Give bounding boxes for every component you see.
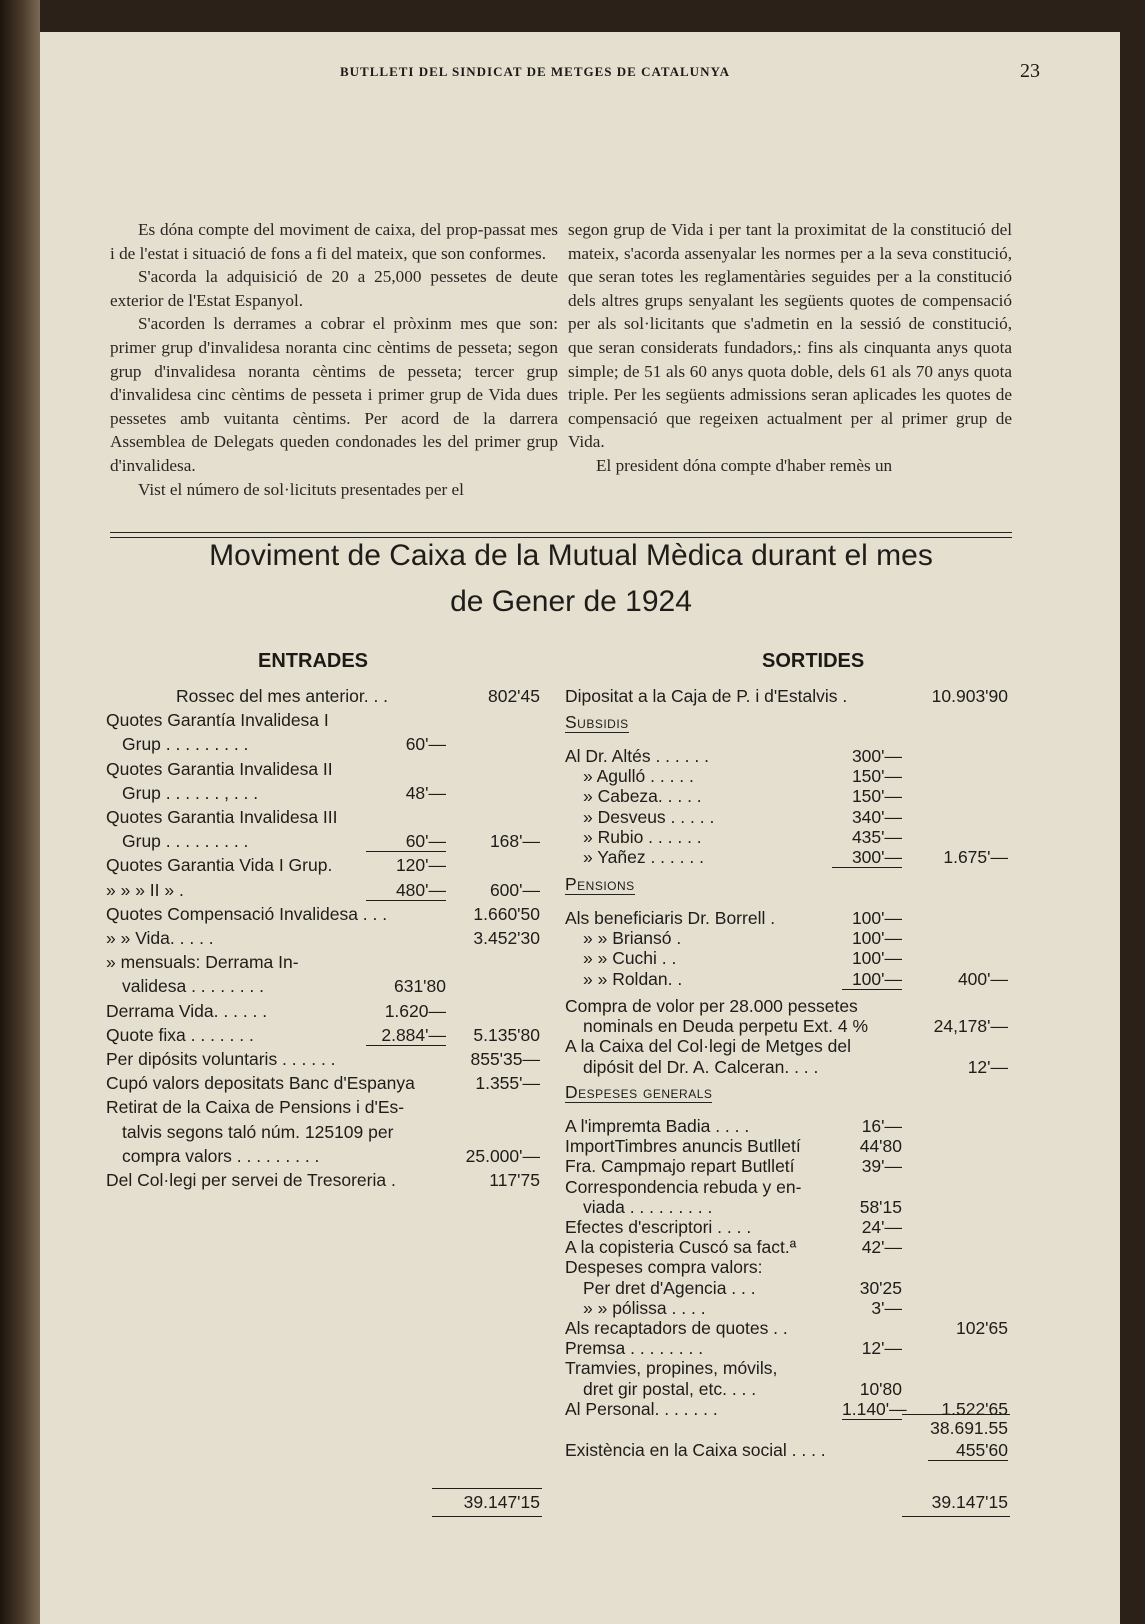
entrades-heading: ENTRADES [258,650,369,672]
sortida-amount: 150'— [851,766,902,787]
sortida-amount: 12'— [861,1338,902,1359]
sortida-amount: 3'— [871,1297,902,1318]
entrada-label: Quotes Compensació Invalidesa . . . [106,903,388,924]
entrada-label: compra valors . . . . . . . . . [122,1145,320,1166]
sortida-subtotal: 24,178'— [933,1016,1008,1037]
entrada-amount: 2.884'— [366,1025,446,1046]
entrada-subtotal: 1.660'50 [473,903,540,924]
entrada-amount: 48'— [405,782,446,803]
sortida-label: Fra. Campmajo repart Butlletí [565,1156,795,1177]
page-number: 23 [1020,60,1040,82]
sortida-label: » Desveus . . . . . [583,806,715,827]
entrada-subtotal: 5.135'80 [473,1024,540,1045]
sortida-amount: 150'— [851,786,902,807]
section-title-line2: de Gener de 1924 [450,585,692,618]
subtotal-rule [902,1414,1010,1415]
sortida-label: » Cabeza. . . . . [583,786,702,807]
paragraph: S'acorda la adquisició de 20 a 25,000 pessetes de deute exterior de l'Estat Espanyol. [110,267,558,310]
sortida-label: dipósit del Dr. A. Calceran. . . . [583,1056,819,1077]
sortida-label: ImportTimbres anuncis Butlletí [565,1136,801,1157]
sortida-amount: 100'— [842,969,902,990]
entrada-label: talvis segons taló núm. 125109 per [122,1121,394,1142]
sortida-label: dret gir postal, etc. . . . [583,1378,757,1399]
sortida-label: » » pólissa . . . . [583,1297,706,1318]
section-title-line1: Moviment de Caixa de la Mutual Mèdica durant el mes [209,539,933,572]
sortida-amount: 30'25 [859,1277,902,1298]
entrada-label: Cupó valors depositats Banc d'Espanya [106,1073,415,1094]
book-spine [0,0,40,1624]
entrada-subtotal: 802'45 [487,686,540,706]
sortida-label: Premsa . . . . . . . . [565,1338,704,1359]
paragraph: S'acorden ls derrames a cobrar el pròxinm mes que son: primer grup d'invalidesa noranta cinc cèntims de pesseta; segon grup d'invalidesa noranta cèntims de pesseta; tercer grup d'invalidesa cinc cèntims de pesseta i primer grup de Vida dues pessetes amb vuitanta cèntims. Per acord de la darrera Assemblea de Delegats queden condonades les del primer grup d'invalidesa. [110,314,558,475]
sortida-label: » » Cuchi . . [583,948,677,969]
entrada-label: Retirat de la Caixa de Pensions i d'Es- [106,1097,405,1118]
sortida-label: » » Roldan. . [583,968,683,989]
running-header: BUTLLETI DEL SINDICAT DE METGES DE CATALUNYA [340,64,731,79]
entrada-label: Quote fixa . . . . . . . [106,1024,254,1045]
entrada-subtotal: 3.452'30 [473,928,540,948]
sortida-subtotal: 1.522'65 [941,1398,1008,1419]
sortida-subtotal: 102'65 [955,1318,1008,1338]
total-rule [432,1516,542,1517]
text-column-right [568,218,1012,478]
sortida-amount: 39'— [861,1156,902,1177]
sortida-label: Dipositat a la Caja de P. i d'Estalvis . [565,686,848,706]
entrada-subtotal: 855'35— [470,1049,540,1069]
entrada-label: Del Col·legi per servei de Tresoreria . [106,1170,396,1190]
entrades-total: 39.147'15 [463,1492,540,1512]
entrada-label: » » Vida. . . . . [106,928,214,948]
sortida-amount: 300'— [832,847,902,868]
paragraph: Vist el número de sol·licituts presentades per el [138,479,464,499]
page [40,32,1120,1624]
sortida-label: Compra de volor per 28.000 pessetes [565,996,858,1016]
entrada-subtotal: 168'— [489,831,540,852]
entrada-amount: 120'— [395,855,446,876]
sortida-label: Al Dr. Altés . . . . . . [565,746,709,766]
sortida-label: Al Personal. . . . . . . [565,1398,718,1419]
entrada-subtotal: 1.355'— [475,1073,540,1094]
entrada-label: Quotes Garantia Invalidesa III [106,807,338,827]
sortida-label: » Yañez . . . . . . [583,847,704,867]
sortides-subtotal: 38.691.55 [930,1418,1008,1438]
sortida-amount: 100'— [851,908,902,928]
sortida-label: Existència en la Caixa social . . . . [565,1440,826,1460]
sortida-amount: 100'— [851,948,902,969]
entrada-label: Grup . . . . . . . . . [122,831,249,852]
entrada-label: » mensuals: Derrama In- [106,952,299,973]
entrada-label: Grup . . . . . . , . . . [122,782,259,803]
despeses-heading: Despeses generals [565,1082,713,1102]
sortida-amount: 58'15 [859,1196,902,1217]
sortida-label: Despeses compra valors: [565,1257,763,1278]
sortida-label: » Rubio . . . . . . [583,826,702,847]
entrada-label: Derrama Vida. . . . . . [106,1000,268,1021]
entrada-subtotal: 25.000'— [465,1145,540,1166]
paragraph: segon grup de Vida i per tant la proximitat de la constitució del mateix, s'acorda assenyalar les normes per a la seva constitució, que seran totes les reglamentàries seguides per a la constitució dels altres grups senyalant les següents quotes de compensació per als sol·licitants que s'admetin en la sessió de constitució, que seran considerats fundadors,: fins als cinquanta anys quota simple; de 51 als 60 anys quota doble, dels 61 als 70 anys quota triple. Per les següents admissions seran aplicades les quotes de compensació que regeixen actualment per al primer grup de Vida. [568,220,1012,452]
sortida-subtotal: 12'— [967,1056,1008,1077]
entrada-amount: 1.620— [384,1000,446,1021]
entrada-label: » » » II » . [106,879,184,900]
sortida-amount: 340'— [851,806,902,827]
paragraph: El president dóna compte d'haber remès un [596,455,893,475]
sortida-amount: 10'80 [859,1378,902,1399]
sortida-amount: 42'— [861,1237,902,1258]
entrada-label: Quotes Garantía Invalidesa I [106,710,329,731]
sortida-label: A l'impremta Badia . . . . [565,1116,750,1136]
entrada-label: Quotes Garantia Invalidesa II [106,758,333,779]
sortida-subtotal: 10.903'90 [931,686,1008,706]
sortida-amount: 100'— [851,928,902,949]
entrada-amount: 60'— [366,831,446,852]
sortida-label: nominals en Deuda perpetu Ext. 4 % [583,1016,869,1037]
sortida-label: A la copisteria Cuscó sa fact.ª [565,1237,797,1258]
sortida-amount: 16'— [861,1116,902,1136]
entrada-subtotal: 600'— [489,879,540,900]
sortida-subtotal: 400'— [957,968,1008,989]
total-rule [902,1516,1010,1517]
sortida-amount: 300'— [851,746,902,766]
sortida-label: A la Caixa del Col·legi de Metges del [565,1036,851,1057]
pensions-heading: Pensions [565,874,635,894]
entrada-subtotal: 117'75 [489,1170,540,1190]
entrada-label: Quotes Garantia Vida I Grup. [106,855,333,876]
sortida-label: » Agulló . . . . . [583,766,694,787]
double-rule [110,532,1012,533]
entrada-amount: 631'80 [393,976,446,997]
sortida-label: Correspondencia rebuda y en- [565,1176,802,1197]
sortides-total: 39.147'15 [931,1492,1008,1512]
entrada-label: validesa . . . . . . . . [122,976,264,997]
total-rule [432,1488,542,1489]
subsidis-heading: Subsidis [565,712,629,732]
sortida-amount: 1.140'— [842,1398,907,1419]
sortida-label: Tramvies, propines, móvils, [565,1358,778,1379]
entrada-amount: 60'— [405,734,446,755]
sortida-label: » » Briansó . [583,928,682,949]
sortida-amount: 24'— [861,1217,902,1237]
sortida-amount: 44'80 [859,1136,902,1157]
sortida-subtotal: 1.675'— [943,847,1008,867]
sortida-label: Efectes d'escriptori . . . . [565,1217,752,1237]
entrada-label: Per dipósits voluntaris . . . . . . [106,1049,336,1069]
sortida-label: viada . . . . . . . . . [583,1196,713,1217]
sortida-label: Als beneficiaris Dr. Borrell . [565,908,776,928]
text-column-left [110,218,558,501]
sortida-amount: 435'— [851,826,902,847]
entrada-label: Grup . . . . . . . . . [122,734,249,755]
sortida-label: Als recaptadors de quotes . . [565,1318,788,1338]
sortida-label: Per dret d'Agencia . . . [583,1277,756,1298]
paragraph: Es dóna compte del moviment de caixa, del prop-passat mes i de l'estat i situació de fons a fi del mateix, que son conformes. [110,220,558,263]
entrada-label: Rossec del mes anterior. . . [176,686,389,706]
existencia-amount: 455'60 [928,1440,1008,1461]
sortides-heading: SORTIDES [762,650,865,672]
entrada-amount: 480'— [366,880,446,901]
